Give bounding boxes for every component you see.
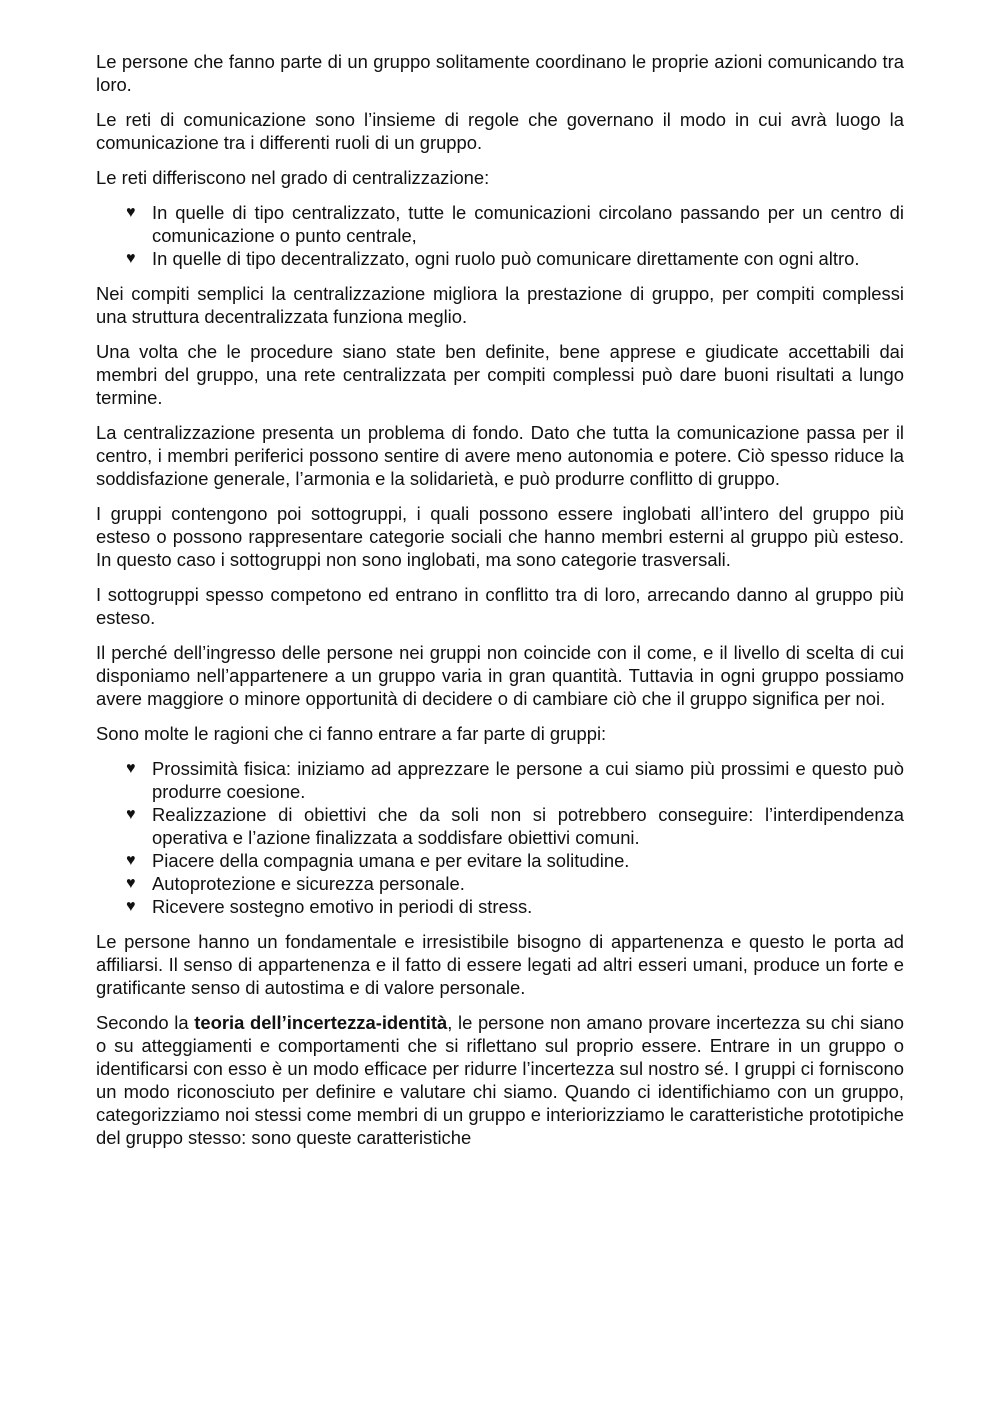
list-item-text: In quelle di tipo decentralizzato, ogni ruolo può comunicare direttamente con ogni altro. bbox=[152, 248, 860, 269]
list-item-text: Ricevere sostegno emotivo in periodi di stress. bbox=[152, 896, 533, 917]
paragraph: Sono molte le ragioni che ci fanno entrare a far parte di gruppi: bbox=[96, 723, 607, 744]
paragraph: Le persone che fanno parte di un gruppo solitamente coordinano le proprie azioni comunicando tra loro. bbox=[96, 51, 904, 95]
heart-bullet-icon: ♥ bbox=[126, 250, 136, 267]
paragraph-text: , le persone non amano provare incertezza su chi siano o su atteggiamenti e comportamenti che si riflettano sul proprio essere. Entrare in un gruppo o identificarsi con esso è un modo efficace per ridurre l’incertezza sul nostro sé. I gruppi ci forniscono un modo riconosciuto per definire e valutare chi siamo. Quando ci identifichiamo con un gruppo, categorizziamo noi stessi come membri di un gruppo e interiorizziamo le caratteristiche prototipiche del gruppo stesso: sono queste caratteristiche bbox=[96, 1012, 904, 1148]
list-item bbox=[126, 895, 904, 918]
paragraph: Le persone hanno un fondamentale e irresistibile bisogno di appartenenza e questo le porta ad affiliarsi. Il senso di appartenenza e il fatto di essere legati ad altri esseri umani, produce un forte e gratificante senso di autostima e di valore personale. bbox=[96, 931, 904, 998]
list-item-text: Realizzazione di obiettivi che da soli non si potrebbero conseguire: l’interdipendenza operativa e l’azione finalizzata a soddisfare obiettivi comuni. bbox=[152, 804, 904, 848]
heart-bullet-icon: ♥ bbox=[126, 204, 136, 221]
bullet-list-reasons bbox=[96, 757, 904, 918]
list-item bbox=[126, 872, 904, 895]
list-item-text: Autoprotezione e sicurezza personale. bbox=[152, 873, 465, 894]
bold-term: teoria dell’incertezza-identità bbox=[194, 1012, 448, 1033]
paragraph: I gruppi contengono poi sottogruppi, i quali possono essere inglobati all’intero del gruppo più esteso o possono rappresentare categorie sociali che hanno membri esterni al gruppo più esteso. In questo caso i sottogruppi non sono inglobati, ma sono categorie trasversali. bbox=[96, 503, 904, 570]
paragraph: Il perché dell’ingresso delle persone nei gruppi non coincide con il come, e il livello di scelta di cui disponiamo nell’appartenere a un gruppo varia in gran quantità. Tuttavia in ogni gruppo possiamo avere maggiore o minore opportunità di decidere o di cambiare ciò che il gruppo significa per noi. bbox=[96, 642, 904, 709]
paragraph: Le reti di comunicazione sono l’insieme di regole che governano il modo in cui avrà luogo la comunicazione tra i differenti ruoli di un gruppo. bbox=[96, 109, 904, 153]
heart-bullet-icon: ♥ bbox=[126, 760, 136, 777]
paragraph: La centralizzazione presenta un problema di fondo. Dato che tutta la comunicazione passa per il centro, i membri periferici possono sentire di avere meno autonomia e potere. Ciò spesso riduce la soddisfazione generale, l’armonia e la solidarietà, e può produrre conflitto di gruppo. bbox=[96, 422, 904, 489]
paragraph: Nei compiti semplici la centralizzazione migliora la prestazione di gruppo, per compiti complessi una struttura decentralizzata funziona meglio. bbox=[96, 283, 904, 327]
list-item-text: Piacere della compagnia umana e per evitare la solitudine. bbox=[152, 850, 630, 871]
list-item bbox=[126, 849, 904, 872]
list-item-text: Prossimità fisica: iniziamo ad apprezzare le persone a cui siamo più prossimi e questo può produrre coesione. bbox=[152, 758, 904, 802]
list-item bbox=[126, 201, 904, 247]
document-page bbox=[96, 50, 904, 1161]
paragraph-text: Secondo la bbox=[96, 1012, 195, 1033]
heart-bullet-icon: ♥ bbox=[126, 898, 136, 915]
heart-bullet-icon: ♥ bbox=[126, 875, 136, 892]
list-item-text: In quelle di tipo centralizzato, tutte le comunicazioni circolano passando per un centro di comunicazione o punto centrale, bbox=[152, 202, 904, 246]
paragraph: Le reti differiscono nel grado di centralizzazione: bbox=[96, 167, 490, 188]
heart-bullet-icon: ♥ bbox=[126, 806, 136, 823]
list-item bbox=[126, 803, 904, 849]
list-item bbox=[126, 757, 904, 803]
paragraph: Una volta che le procedure siano state ben definite, bene apprese e giudicate accettabili dai membri del gruppo, una rete centralizzata per compiti complessi può dare buoni risultati a lungo termine. bbox=[96, 341, 904, 408]
heart-bullet-icon: ♥ bbox=[126, 852, 136, 869]
paragraph: I sottogruppi spesso competono ed entrano in conflitto tra di loro, arrecando danno al gruppo più esteso. bbox=[96, 584, 904, 628]
paragraph-uncertainty-identity bbox=[96, 1011, 904, 1149]
list-item bbox=[126, 247, 904, 270]
bullet-list-centralization bbox=[96, 201, 904, 270]
